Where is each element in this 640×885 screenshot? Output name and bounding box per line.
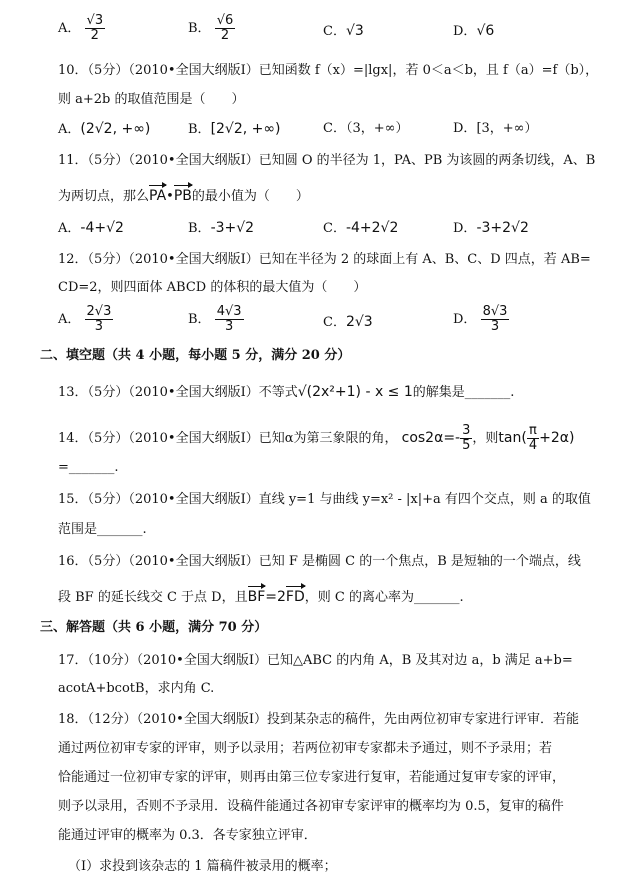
q10-stem-line1: 10．（5分）（2010•全国大纲版Ⅰ）已知函数 f（x）=|lgx|，若 0＜a＜b，且 f（a）=f（b）， bbox=[58, 63, 599, 78]
q18-stem-line4: 则予以录用，否则不予录用．设稿件能通过各初审专家评审的概率均为 0.5，复审的稿件 bbox=[58, 799, 564, 814]
q12-option-a[interactable]: A． $\frac{2√3}{3}$ bbox=[58, 304, 112, 334]
q11-stem-line2: 为两切点，那么PA•PB的最小值为（ ） bbox=[58, 184, 620, 206]
q17-stem-line2: acotA+bcotB，求内角 C. bbox=[58, 681, 215, 696]
vector-fd: FD bbox=[286, 585, 305, 606]
q10-option-c[interactable]: C．（3，+∞） bbox=[323, 121, 409, 136]
q12-stem-line1: 12．（5分）（2010•全国大纲版Ⅰ）已知在半径为 2 的球面上有 A、B、C、D 四点，若 AB= bbox=[58, 252, 591, 267]
q10-option-b[interactable]: B．[2√2, +∞) bbox=[188, 121, 281, 137]
q18-stem-line2: 通过两位初审专家的评审，则予以录用；若两位初审专家都未予通过，则不予录用；若 bbox=[58, 741, 553, 756]
section-2-heading: 二、填空题（共 4 小题，每小题 5 分，满分 20 分） bbox=[40, 348, 351, 363]
q18-stem-line1: 18．（12分）（2010•全国大纲版Ⅰ）投到某杂志的稿件，先由两位初审专家进行评审．若能 bbox=[58, 712, 579, 727]
q11-option-c[interactable]: C．-4+2√2 bbox=[323, 220, 399, 236]
vector-pb: PB bbox=[174, 184, 192, 205]
q9-option-d[interactable]: D．√6 bbox=[453, 23, 495, 39]
q16-stem-line2: 段 BF 的延长线交 C 于点 D，且BF=2FD，则 C 的离心率为_______. bbox=[58, 585, 620, 607]
q17-stem-line1: 17．（10分）（2010•全国大纲版Ⅰ）已知△ABC 的内角 A，B 及其对边 a，b 满足 a+b= bbox=[58, 653, 573, 668]
vector-pa: PA bbox=[149, 184, 166, 205]
fraction: $\frac{4√3}{3}$ bbox=[216, 304, 242, 334]
fraction: $\frac{\pi}{4}$ bbox=[528, 423, 538, 453]
q9-option-c[interactable]: C．√3 bbox=[323, 23, 364, 39]
q15-stem-line2: 范围是_______. bbox=[58, 522, 147, 537]
section-3-heading: 三、解答题（共 6 小题，满分 70 分） bbox=[40, 620, 268, 635]
fraction: $\frac{8√3}{3}$ bbox=[482, 304, 508, 334]
q12-option-c[interactable]: C．2√3 bbox=[323, 314, 373, 330]
q11-stem-line1: 11．（5分）（2010•全国大纲版Ⅰ）已知圆 O 的半径为 1，PA、PB 为该圆的两条切线，A、B bbox=[58, 153, 596, 168]
q12-option-b[interactable]: B． $\frac{4√3}{3}$ bbox=[188, 304, 242, 334]
q14-stem-line2: =_______. bbox=[58, 460, 119, 475]
q12-stem-line2: CD=2，则四面体 ABCD 的体积的最大值为（ ） bbox=[58, 280, 367, 295]
q12-option-d[interactable]: D． $\frac{8√3}{3}$ bbox=[453, 304, 508, 334]
fraction: $\frac{√3}{2}$ bbox=[86, 13, 104, 43]
q10-option-d[interactable]: D．[3，+∞） bbox=[453, 121, 538, 136]
q9-option-a[interactable]: A． $\frac{√3}{2}$ bbox=[58, 13, 104, 43]
q11-option-b[interactable]: B．-3+√2 bbox=[188, 220, 255, 236]
vector-bf: BF bbox=[248, 585, 266, 606]
q18-stem-line3: 恰能通过一位初审专家的评审，则再由第三位专家进行复审，若能通过复审专家的评审， bbox=[58, 770, 566, 785]
q15-stem-line1: 15．（5分）（2010•全国大纲版Ⅰ）直线 y=1 与曲线 y=x² - |x|+a 有四个交点，则 a 的取值 bbox=[58, 492, 591, 507]
q9-option-b[interactable]: B． $\frac{√6}{2}$ bbox=[188, 13, 234, 43]
q11-option-a[interactable]: A．-4+√2 bbox=[58, 220, 124, 236]
q14-stem-line1: 14．（5分）（2010•全国大纲版Ⅰ）已知α为第三象限的角， cos2α=- $\frac{3}{5}$ ，则tan( $\frac{\pi}{4}$ +2α) bbox=[58, 423, 575, 453]
q18-subquestion-1: （Ⅰ）求投到该杂志的 1 篇稿件被录用的概率； bbox=[68, 859, 337, 874]
q13-stem: 13．（5分）（2010•全国大纲版Ⅰ）不等式√(2x²+1) - x ≤ 1的解集是_______. bbox=[58, 384, 515, 400]
q16-stem-line1: 16．（5分）（2010•全国大纲版Ⅰ）已知 F 是椭圆 C 的一个焦点，B 是短轴的一个端点，线 bbox=[58, 554, 581, 569]
fraction: $\frac{3}{5}$ bbox=[462, 423, 471, 453]
fraction: $\frac{2√3}{3}$ bbox=[86, 304, 112, 334]
q10-stem-line2: 则 a+2b 的取值范围是（ ） bbox=[58, 92, 245, 107]
q11-option-d[interactable]: D．-3+2√2 bbox=[453, 220, 529, 236]
fraction: $\frac{√6}{2}$ bbox=[216, 13, 234, 43]
q10-option-a[interactable]: A．(2√2, +∞) bbox=[58, 121, 151, 137]
q18-stem-line5: 能通过评审的概率为 0.3．各专家独立评审． bbox=[58, 828, 317, 843]
